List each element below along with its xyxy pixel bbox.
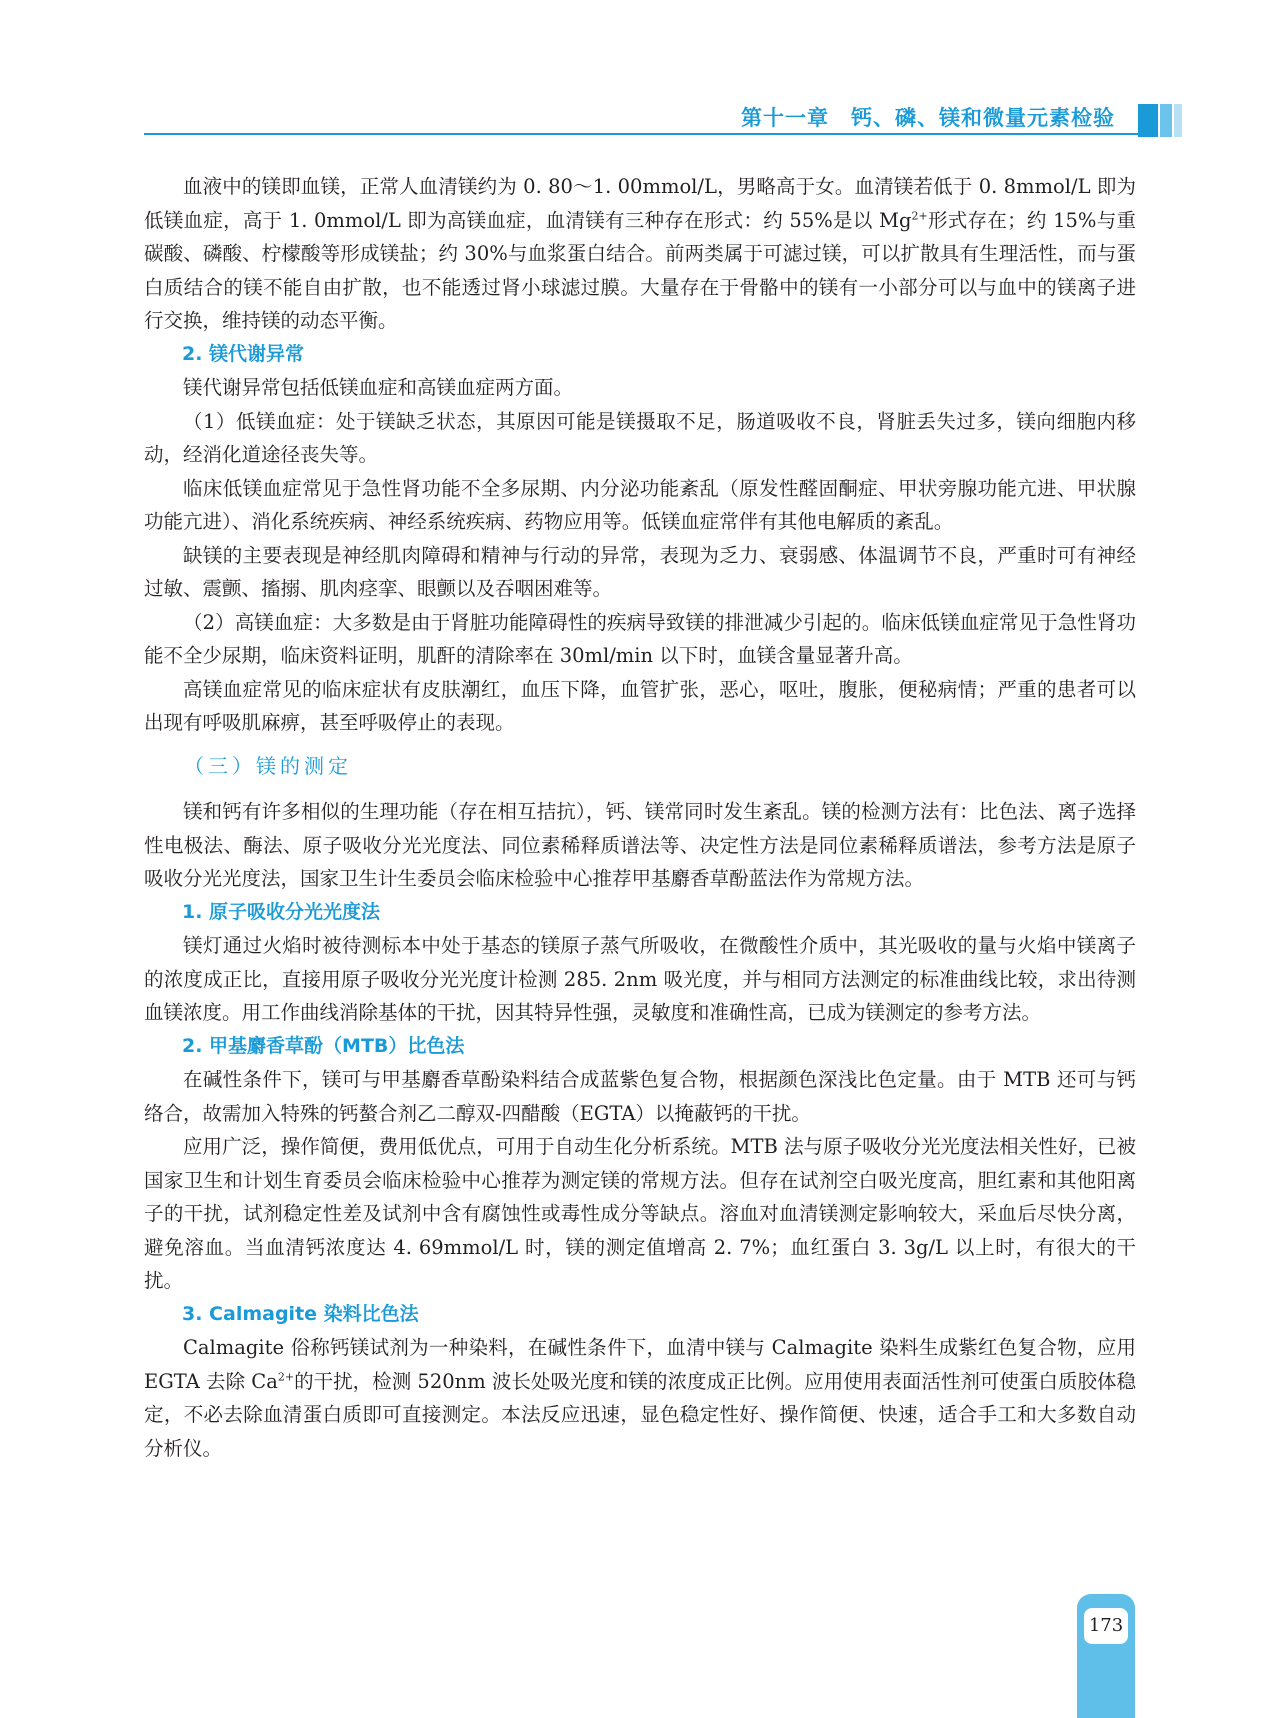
header-decor-block bbox=[1138, 104, 1158, 137]
paragraph: 镁灯通过火焰时被待测标本中处于基态的镁原子蒸气所吸收，在微酸性介质中，其光吸收的量与火焰中镁离子的浓度成正比，直接用原子吸收分光光度计检测 285. 2nm 吸光度，并与相同方法测定的标准曲线比较，求出待测血镁浓度。用工作曲线消除基体的干扰，因其特异性强，灵敏度和准确性高，已成为镁测定的参考方法。 bbox=[144, 934, 1136, 1024]
page-header bbox=[0, 96, 1275, 140]
paragraph: 应用广泛，操作简便，费用低优点，可用于自动生化分析系统。MTB 法与原子吸收分光光度法相关性好，已被国家卫生和计划生育委员会临床检验中心推荐为测定镁的常规方法。但存在试剂空白吸光度高，胆红素和其他阳离子的干扰，试剂稳定性差及试剂中含有腐蚀性或毒性成分等缺点。溶血对血清镁测定影响较大，采血后尽快分离，避免溶血。当血清钙浓度达 4. 69mmol/L 时，镁的测定值增高 2. 7%；血红蛋白 3. 3g/L 以上时，有很大的干扰。 bbox=[144, 1135, 1136, 1292]
subheading-metabolic-abnormality: 2. 镁代谢异常 bbox=[182, 342, 305, 365]
subheading-method-aas: 1. 原子吸收分光光度法 bbox=[182, 900, 381, 923]
paragraph: 临床低镁血症常见于急性肾功能不全多尿期、内分泌功能紊乱（原发性醛固酮症、甲状旁腺功能亢进、甲状腺功能亢进）、消化系统疾病、神经系统疾病、药物应用等。低镁血症常伴有其他电解质的紊乱。 bbox=[144, 476, 1136, 533]
paragraph: 镁和钙有许多相似的生理功能（存在相互拮抗），钙、镁常同时发生紊乱。镁的检测方法有：比色法、离子选择性电极法、酶法、原子吸收分光光度法、同位素稀释质谱法等、决定性方法是同位素稀释质谱法，参考方法是原子吸收分光光度法，国家卫生计生委员会临床检验中心推荐甲基麝香草酚蓝法作为常规方法。 bbox=[144, 800, 1136, 890]
paragraph: 高镁血症常见的临床症状有皮肤潮红，血压下降，血管扩张，恶心，呕吐，腹胀，便秘病情；严重的患者可以出现有呼吸肌麻痹，甚至呼吸停止的表现。 bbox=[144, 677, 1136, 734]
header-decor-block bbox=[1174, 104, 1182, 137]
paragraph-hypermagnesemia: （2）高镁血症：大多数是由于肾脏功能障碍性的疾病导致镁的排泄减少引起的。临床低镁血症常见于急性肾功能不全少尿期，临床资料证明，肌酐的清除率在 30ml/min 以下时，血镁含量显著升高。 bbox=[144, 610, 1136, 667]
paragraph-serum-magnesium: 血液中的镁即血镁，正常人血清镁约为 0. 80～1. 00mmol/L，男略高于女。血清镁若低于 0. 8mmol/L 即为低镁血症，高于 1. 0mmol/L 即为高镁血症，血清镁有三种存在形式：约 55%是以 $Mg^{2+}$形式存在；约 15%与重碳酸、磷酸、柠檬酸等形成镁盐；约 30%与血浆蛋白结合。前两类属于可滤过镁，可以扩散具有生理活性，而与蛋白质结合的镁不能自由扩散，也不能透过肾小球滤过膜。大量存在于骨骼中的镁有一小部分可以与血中的镁离子进行交换，维持镁的动态平衡。 bbox=[144, 175, 1136, 332]
paragraph: Calmagite 俗称钙镁试剂为一种染料，在碱性条件下，血清中镁与 Calmagite 染料生成紫红色复合物，应用 EGTA 去除 $Ca^{2+}$的干扰，检测 520nm 波长处吸光度和镁的浓度成正比例。应用使用表面活性剂可使蛋白质胶体稳定，不必去除血清蛋白质即可直接测定。本法反应迅速，显色稳定性好、操作简便、快速，适合手工和大多数自动分析仪。 bbox=[144, 1336, 1136, 1460]
paragraph: 镁代谢异常包括低镁血症和高镁血症两方面。 bbox=[183, 376, 574, 399]
page-number: 173 bbox=[1084, 1608, 1128, 1644]
page-body bbox=[144, 170, 1136, 1465]
chapter-title: 第十一章 钙、磷、镁和微量元素检验 bbox=[741, 106, 1115, 130]
section-heading-measurement: （三）镁的测定 bbox=[184, 753, 352, 778]
subheading-method-mtb: 2. 甲基麝香草酚（MTB）比色法 bbox=[182, 1034, 465, 1057]
paragraph-hypomagnesemia: （1）低镁血症：处于镁缺乏状态，其原因可能是镁摄取不足，肠道吸收不良，肾脏丢失过多，镁向细胞内移动，经消化道途径丧失等。 bbox=[144, 409, 1136, 466]
paragraph: 缺镁的主要表现是神经肌肉障碍和精神与行动的异常，表现为乏力、衰弱感、体温调节不良，严重时可有神经过敏、震颤、搐搦、肌肉痉挛、眼颤以及吞咽困难等。 bbox=[144, 543, 1136, 600]
paragraph: 在碱性条件下，镁可与甲基麝香草酚染料结合成蓝紫色复合物，根据颜色深浅比色定量。由于 MTB 还可与钙络合，故需加入特殊的钙螯合剂乙二醇双-四醋酸（EGTA）以掩蔽钙的干扰。 bbox=[144, 1068, 1136, 1125]
header-decor-block bbox=[1160, 104, 1172, 137]
subheading-method-calmagite: 3. Calmagite 染料比色法 bbox=[182, 1302, 419, 1325]
header-rule bbox=[144, 133, 1144, 135]
